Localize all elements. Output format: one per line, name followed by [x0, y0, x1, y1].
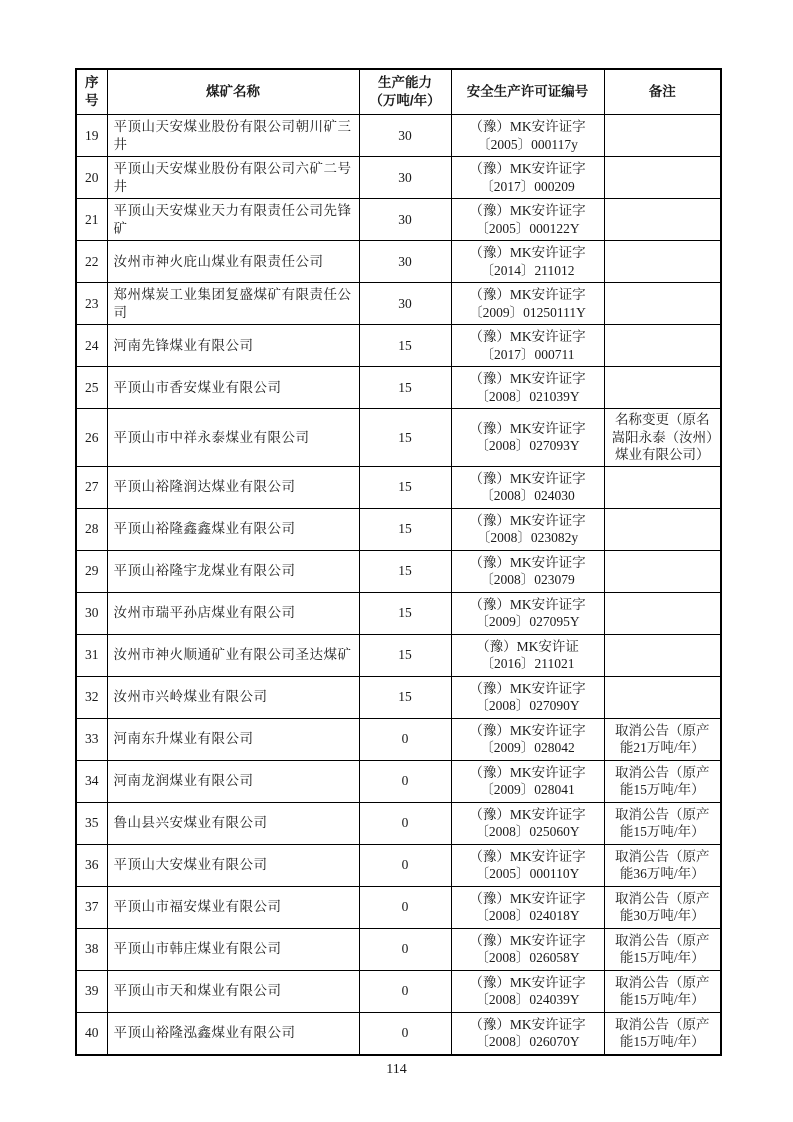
remark-cell: 取消公告（原产能15万吨/年）: [604, 1012, 721, 1055]
coal-mine-license-table: [75, 68, 722, 1056]
table-row: [76, 409, 721, 467]
capacity-cell: 30: [359, 199, 451, 241]
remark-cell: [604, 157, 721, 199]
capacity-cell: 15: [359, 550, 451, 592]
table-row: [76, 550, 721, 592]
mine-name-cell: 河南东升煤业有限公司: [107, 718, 359, 760]
remark-cell: 取消公告（原产能15万吨/年）: [604, 760, 721, 802]
remark-cell: 取消公告（原产能30万吨/年）: [604, 886, 721, 928]
mine-name-cell: 平顶山市韩庄煤业有限公司: [107, 928, 359, 970]
capacity-cell: 0: [359, 970, 451, 1012]
mine-name-cell: 平顶山天安煤业股份有限公司六矿二号井: [107, 157, 359, 199]
license-cell: （豫）MK安许证字〔2005〕000117y: [451, 115, 604, 157]
license-cell: （豫）MK安许证字〔2008〕027093Y: [451, 409, 604, 467]
capacity-cell: 0: [359, 928, 451, 970]
remark-cell: 名称变更（原名嵩阳永泰（汝州）煤业有限公司）: [604, 409, 721, 467]
table-row: [76, 466, 721, 508]
license-cell: （豫）MK安许证字〔2017〕000209: [451, 157, 604, 199]
row-no-cell: 24: [76, 325, 107, 367]
row-no-cell: 40: [76, 1012, 107, 1055]
license-cell: （豫）MK安许证字〔2017〕000711: [451, 325, 604, 367]
remark-cell: [604, 592, 721, 634]
capacity-cell: 30: [359, 283, 451, 325]
license-cell: （豫）MK安许证字〔2008〕024039Y: [451, 970, 604, 1012]
row-no-cell: 39: [76, 970, 107, 1012]
mine-name-cell: 平顶山市福安煤业有限公司: [107, 886, 359, 928]
table-row: [76, 325, 721, 367]
remark-cell: 取消公告（原产能36万吨/年）: [604, 844, 721, 886]
header-row: [76, 69, 721, 115]
row-no-cell: 19: [76, 115, 107, 157]
header-capacity: [359, 69, 451, 115]
license-cell: （豫）MK安许证字〔2008〕024018Y: [451, 886, 604, 928]
row-no-cell: 21: [76, 199, 107, 241]
table-row: [76, 283, 721, 325]
remark-cell: [604, 199, 721, 241]
mine-name-cell: 河南先锋煤业有限公司: [107, 325, 359, 367]
mine-name-cell: 平顶山天安煤业股份有限公司朝川矿三井: [107, 115, 359, 157]
table-row: [76, 1012, 721, 1055]
row-no-cell: 23: [76, 283, 107, 325]
capacity-cell: 0: [359, 802, 451, 844]
row-no-cell: 30: [76, 592, 107, 634]
header-capacity-line1: 生产能力: [378, 75, 432, 90]
remark-cell: [604, 241, 721, 283]
license-cell: （豫）MK安许证字〔2008〕026058Y: [451, 928, 604, 970]
license-cell: （豫）MK安许证字〔2005〕000122Y: [451, 199, 604, 241]
remark-cell: 取消公告（原产能15万吨/年）: [604, 802, 721, 844]
license-cell: （豫）MK安许证字〔2009〕01250111Y: [451, 283, 604, 325]
mine-name-cell: 平顶山大安煤业有限公司: [107, 844, 359, 886]
table-row: [76, 886, 721, 928]
mine-name-cell: 平顶山裕隆泓鑫煤业有限公司: [107, 1012, 359, 1055]
row-no-cell: 29: [76, 550, 107, 592]
license-cell: （豫）MK安许证字〔2005〕000110Y: [451, 844, 604, 886]
table-row: [76, 115, 721, 157]
row-no-cell: 35: [76, 802, 107, 844]
mine-name-cell: 汝州市神火顺通矿业有限公司圣达煤矿: [107, 634, 359, 676]
mine-name-cell: 汝州市瑞平孙店煤业有限公司: [107, 592, 359, 634]
capacity-cell: 30: [359, 241, 451, 283]
remark-cell: [604, 367, 721, 409]
mine-name-cell: 平顶山裕隆宇龙煤业有限公司: [107, 550, 359, 592]
remark-cell: 取消公告（原产能15万吨/年）: [604, 970, 721, 1012]
license-cell: （豫）MK安许证字〔2009〕028042: [451, 718, 604, 760]
capacity-cell: 0: [359, 718, 451, 760]
row-no-cell: 20: [76, 157, 107, 199]
capacity-cell: 15: [359, 466, 451, 508]
table-row: [76, 592, 721, 634]
capacity-cell: 0: [359, 886, 451, 928]
capacity-cell: 15: [359, 325, 451, 367]
row-no-cell: 36: [76, 844, 107, 886]
row-no-cell: 25: [76, 367, 107, 409]
remark-cell: [604, 634, 721, 676]
remark-cell: [604, 676, 721, 718]
capacity-cell: 30: [359, 115, 451, 157]
remark-cell: [604, 115, 721, 157]
remark-cell: [604, 325, 721, 367]
license-cell: （豫）MK安许证〔2016〕211021: [451, 634, 604, 676]
table-row: [76, 844, 721, 886]
capacity-cell: 0: [359, 760, 451, 802]
header-capacity-line2: （万吨/年）: [369, 93, 441, 108]
mine-name-cell: 平顶山天安煤业天力有限责任公司先锋矿: [107, 199, 359, 241]
capacity-cell: 0: [359, 844, 451, 886]
mine-name-cell: 平顶山市天和煤业有限公司: [107, 970, 359, 1012]
row-no-cell: 38: [76, 928, 107, 970]
table-row: [76, 241, 721, 283]
license-cell: （豫）MK安许证字〔2009〕027095Y: [451, 592, 604, 634]
table-row: [76, 634, 721, 676]
capacity-cell: 15: [359, 367, 451, 409]
header-remark: 备注: [604, 69, 721, 115]
license-cell: （豫）MK安许证字〔2009〕028041: [451, 760, 604, 802]
license-cell: （豫）MK安许证字〔2014〕211012: [451, 241, 604, 283]
table-row: [76, 802, 721, 844]
row-no-cell: 31: [76, 634, 107, 676]
row-no-cell: 26: [76, 409, 107, 467]
table-body: [76, 115, 721, 1055]
capacity-cell: 15: [359, 409, 451, 467]
mine-name-cell: 平顶山裕隆润达煤业有限公司: [107, 466, 359, 508]
mine-name-cell: 汝州市神火庇山煤业有限责任公司: [107, 241, 359, 283]
table-row: [76, 970, 721, 1012]
row-no-cell: 22: [76, 241, 107, 283]
license-cell: （豫）MK安许证字〔2008〕024030: [451, 466, 604, 508]
header-no: 序号: [76, 69, 107, 115]
remark-cell: [604, 283, 721, 325]
row-no-cell: 28: [76, 508, 107, 550]
row-no-cell: 34: [76, 760, 107, 802]
table-header: [76, 69, 721, 115]
capacity-cell: 30: [359, 157, 451, 199]
page-number: 114: [386, 1062, 407, 1077]
remark-cell: [604, 508, 721, 550]
row-no-cell: 32: [76, 676, 107, 718]
mine-name-cell: 鲁山县兴安煤业有限公司: [107, 802, 359, 844]
table-row: [76, 367, 721, 409]
mine-name-cell: 平顶山市香安煤业有限公司: [107, 367, 359, 409]
mine-name-cell: 河南龙润煤业有限公司: [107, 760, 359, 802]
mine-name-cell: 平顶山市中祥永泰煤业有限公司: [107, 409, 359, 467]
table-row: [76, 760, 721, 802]
row-no-cell: 37: [76, 886, 107, 928]
license-cell: （豫）MK安许证字〔2008〕021039Y: [451, 367, 604, 409]
table-row: [76, 718, 721, 760]
row-no-cell: 33: [76, 718, 107, 760]
mine-name-cell: 郑州煤炭工业集团复盛煤矿有限责任公司: [107, 283, 359, 325]
remark-cell: 取消公告（原产能21万吨/年）: [604, 718, 721, 760]
table-row: [76, 928, 721, 970]
table-row: [76, 508, 721, 550]
license-cell: （豫）MK安许证字〔2008〕023082y: [451, 508, 604, 550]
table-row: [76, 676, 721, 718]
license-cell: （豫）MK安许证字〔2008〕025060Y: [451, 802, 604, 844]
mine-name-cell: 汝州市兴岭煤业有限公司: [107, 676, 359, 718]
license-cell: （豫）MK安许证字〔2008〕027090Y: [451, 676, 604, 718]
license-cell: （豫）MK安许证字〔2008〕026070Y: [451, 1012, 604, 1055]
remark-cell: [604, 466, 721, 508]
remark-cell: 取消公告（原产能15万吨/年）: [604, 928, 721, 970]
table-row: [76, 199, 721, 241]
capacity-cell: 15: [359, 676, 451, 718]
table-row: [76, 157, 721, 199]
capacity-cell: 15: [359, 508, 451, 550]
header-license: 安全生产许可证编号: [451, 69, 604, 115]
row-no-cell: 27: [76, 466, 107, 508]
header-mine-name: 煤矿名称: [107, 69, 359, 115]
remark-cell: [604, 550, 721, 592]
mine-name-cell: 平顶山裕隆鑫鑫煤业有限公司: [107, 508, 359, 550]
capacity-cell: 15: [359, 634, 451, 676]
capacity-cell: 15: [359, 592, 451, 634]
license-cell: （豫）MK安许证字〔2008〕023079: [451, 550, 604, 592]
capacity-cell: 0: [359, 1012, 451, 1055]
